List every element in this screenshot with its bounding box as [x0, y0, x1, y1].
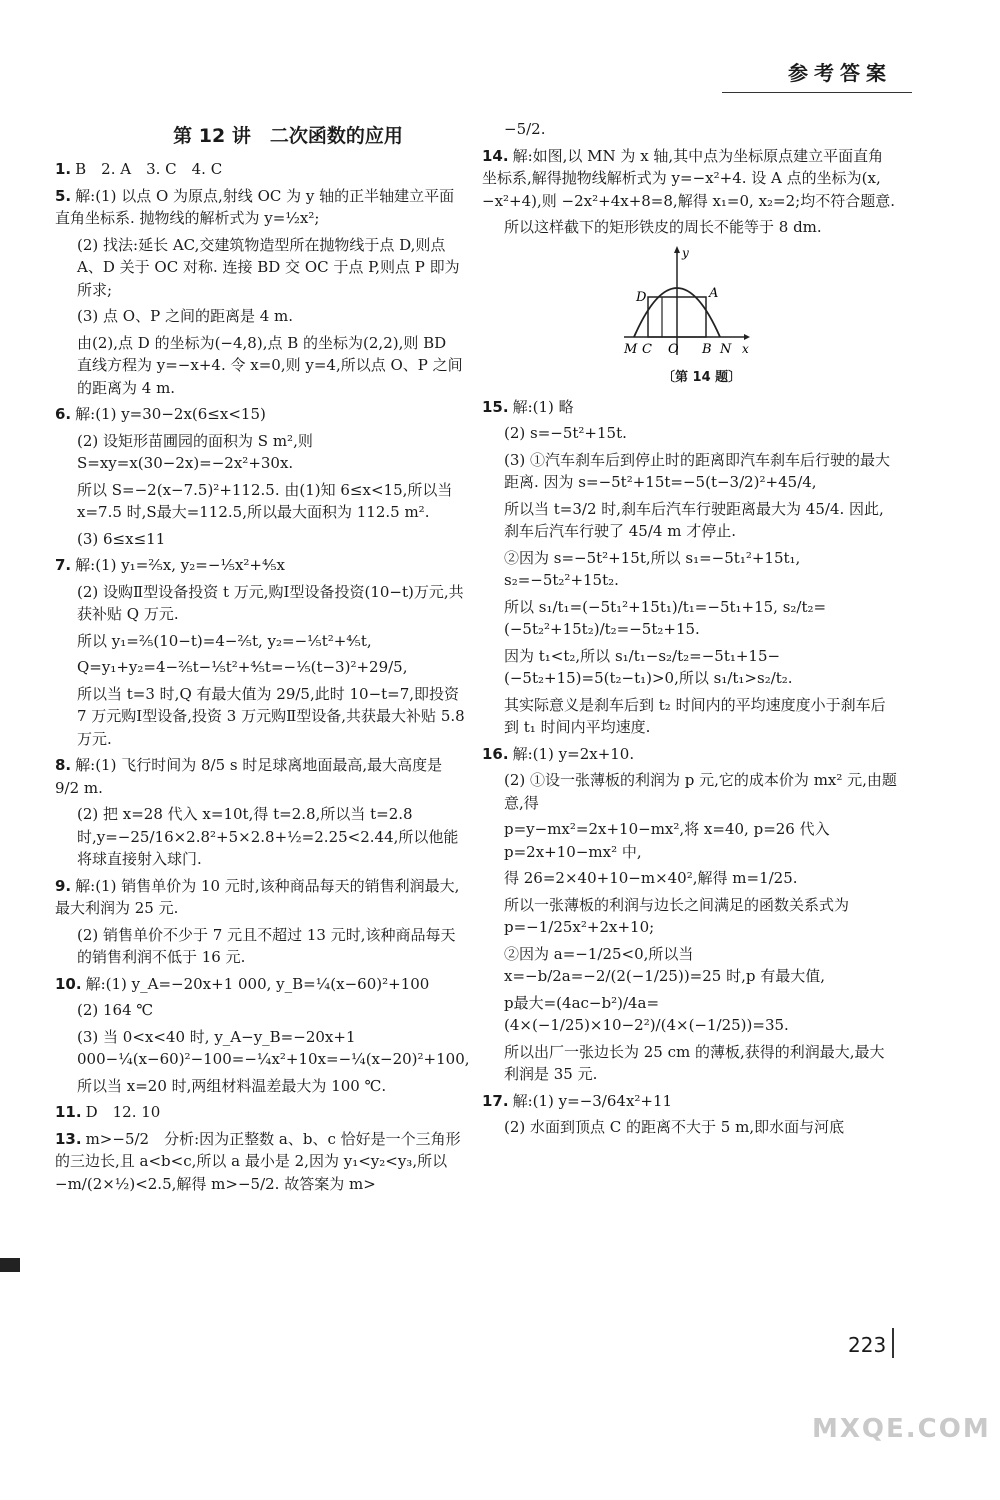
label-A: A [709, 285, 719, 301]
answer-line [55, 479, 465, 524]
answer-text: Q=y₁+y₂=4−⅖t−⅕t²+⅘t=−⅕(t−3)²+29/5, [77, 658, 408, 676]
answer-text: (2) 设购Ⅱ型设备投资 t 万元,购Ⅰ型设备投资(10−t)万元,共获补贴 Q 万元. [77, 582, 464, 623]
answer-text: (3) ①汽车刹车后到停止时的距离即汽车刹车后行驶的最大距离. 因为 s=−5t²+15t=−5(t−3/2)²+45/4, [504, 450, 891, 491]
answer-text: 所以当 t=3 时,Q 有最大值为 29/5,此时 10−t=7,即投资 7 万元购Ⅰ型设备,投资 3 万元购Ⅱ型设备,共获最大补贴 5.8 万元. [77, 684, 465, 748]
answer-line [482, 992, 897, 1037]
answer-text: ②因为 s=−5t²+15t,所以 s₁=−5t₁²+15t₁, s₂=−5t₂²+15t₂. [504, 548, 801, 589]
label-N: N [720, 341, 732, 357]
answer-line [482, 396, 897, 419]
watermark-text: MXQE.COM [812, 1414, 991, 1444]
answer-text: (2) ①设一张薄板的利润为 p 元,它的成本价为 mx² 元,由题意,得 [504, 771, 897, 812]
answer-text: (3) 当 0<x<40 时, y_A−y_B=−20x+1 000−¼(x−60)²−100=−¼x²+10x=−¼(x−20)²+100, [77, 1027, 470, 1068]
answer-line [482, 1041, 897, 1086]
lecture-title: 第 12 讲 二次函数的应用 [173, 125, 403, 147]
right-column [482, 118, 897, 1143]
question-number: 1. [55, 160, 72, 178]
answer-text: (2) 水面到顶点 C 的距离不大于 5 m,即水面与河底 [504, 1118, 845, 1136]
question-number: 9. [55, 876, 72, 895]
answer-text: m>−5/2 分析:因为正整数 a、b、c 恰好是一个三角形的三边长,且 a<b<c,所以 a 最小是 2,因为 y₁<y₂<y₃,所以 −m/(2×½)<2.5,解得 m>−5/2. 故答案为 m> [55, 1129, 461, 1193]
answer-line [482, 943, 897, 988]
answer-line [55, 875, 465, 920]
answer-line [55, 554, 465, 577]
answer-text: (3) 6≤x≤11 [77, 529, 166, 548]
question-number: 8. [55, 756, 72, 774]
answer-text: 所以出厂一张边长为 25 cm 的薄板,获得的利润最大,最大利润是 35 元. [504, 1042, 885, 1083]
answer-line [482, 645, 897, 690]
answer-text: 解:(1) y=30−2x(6≤x<15) [75, 405, 266, 423]
answer-text: (3) 点 O、P 之间的距离是 4 m. [77, 307, 294, 325]
label-D: D [636, 289, 647, 305]
answer-line [482, 498, 897, 543]
answer-line [55, 1026, 470, 1071]
header-rule [722, 92, 912, 93]
question-number: 15. [482, 397, 509, 416]
answer-text: 所以当 t=3/2 时,刹车后汽车行驶距离最大为 45/4. 因此,刹车后汽车行驶了 45/4 m 才停止. [504, 499, 884, 540]
question-number: 10. [55, 974, 82, 993]
answer-text: (2) 找法:延长 AC,交建筑物造型所在抛物线于点 D,则点 A、D 关于 OC 对称. 连接 BD 交 OC 于点 P,则点 P 即为所求; [77, 235, 460, 299]
answer-line [55, 973, 465, 996]
answer-line [482, 145, 897, 213]
answer-text: 所以 s₁/t₁=(−5t₁²+15t₁)/t₁=−5t₁+15, s₂/t₂=(−5t₂²+15t₂)/t₂=−5t₂+15. [504, 597, 827, 638]
question-number: 14. [482, 146, 509, 165]
figure-14 [622, 245, 897, 367]
answer-line [55, 403, 465, 426]
answer-line [55, 656, 465, 679]
answer-line [482, 596, 897, 641]
answer-line [55, 1128, 465, 1196]
x-axis-arrow [744, 334, 750, 340]
answer-text: 所以 S=−2(x−7.5)²+112.5. 由(1)知 6≤x<15,所以当 x=7.5 时,S最大=112.5,所以最大面积为 112.5 m². [77, 480, 453, 521]
label-O: O [668, 341, 679, 357]
answer-text: 解:(1) y₁=⅖x, y₂=−⅕x²+⅘x [75, 556, 286, 574]
answer-line [55, 924, 465, 969]
answer-text: 所以当 x=20 时,两组材料温差最大为 100 ℃. [77, 1076, 387, 1095]
answer-line [482, 1090, 897, 1113]
answer-line [55, 158, 465, 181]
answer-line [55, 528, 465, 551]
answer-line [55, 803, 465, 871]
answer-text: −5/2. [504, 120, 546, 138]
answer-line [482, 1116, 897, 1139]
answer-text: 由(2),点 D 的坐标为(−4,8),点 B 的坐标为(2,2),则 BD 直线方程为 y=−x+4. 令 x=0,则 y=4,所以点 O、P 之间的距离为 4 m. [77, 333, 463, 397]
page-number: 223 [848, 1333, 887, 1357]
label-y: y [682, 245, 689, 260]
answer-line [55, 999, 465, 1022]
answer-line [55, 234, 465, 302]
answer-text: 所以 y₁=⅖(10−t)=4−⅖t, y₂=−⅕t²+⅘t, [77, 631, 372, 650]
answer-line [482, 818, 897, 863]
answer-text: (2) 销售单价不少于 7 元且不超过 13 元时,该种商品每天的销售利润不低于 16 元. [77, 925, 456, 966]
answer-line [55, 430, 465, 475]
answer-line [482, 449, 897, 494]
parabola-diagram [622, 245, 752, 360]
answer-text: 解:(1) 飞行时间为 8/5 s 时足球离地面最高,最大高度是 9/2 m. [55, 756, 443, 797]
page-edge-mark [0, 1258, 20, 1272]
label-M: M [624, 341, 638, 357]
answer-text: 解:(1) y=−3/64x²+11 [512, 1091, 673, 1110]
y-axis-arrow [674, 246, 680, 253]
answer-text: 其实际意义是刹车后到 t₂ 时间内的平均速度度小于刹车后到 t₁ 时间内平均速度. [504, 695, 886, 736]
answer-line [55, 754, 465, 799]
question-number: 17. [482, 1091, 509, 1110]
answer-line [482, 422, 897, 445]
answer-text: p=y−mx²=2x+10−mx²,将 x=40, p=26 代入 p=2x+10−mx² 中, [504, 820, 830, 861]
label-B: B [702, 341, 712, 357]
answer-text: p最大=(4ac−b²)/4a=(4×(−1/25)×10−2²)/(4×(−1/25))=35. [504, 993, 789, 1034]
question-number: 5. [55, 186, 72, 205]
answer-line [55, 332, 465, 400]
answer-text: 解:(1) y_A=−20x+1 000, y_B=¼(x−60)²+100 [85, 974, 430, 993]
answer-text: D 12. 10 [85, 1103, 161, 1121]
question-number: 7. [55, 556, 72, 574]
answer-text: 所以一张薄板的利润与边长之间满足的函数关系式为 p=−1/25x²+2x+10; [504, 895, 850, 936]
page-number-rule [892, 1328, 894, 1358]
left-column [55, 158, 470, 1199]
label-x: x [742, 341, 749, 356]
answer-text: 解:如图,以 MN 为 x 轴,其中点为坐标原点建立平面直角坐标系,解得抛物线解析式为 y=−x²+4. 设 A 点的坐标为(x,−x²+4),则 −2x²+4x+8=8,解得 x₁=0, x₂=2;均不符合题意. [482, 146, 895, 210]
answer-text: ②因为 a=−1/25<0,所以当 x=−b/2a=−2/(2(−1/25))=25 时,p 有最大值, [504, 944, 826, 985]
answer-text: 解:(1) y=2x+10. [512, 744, 635, 763]
answer-text: 所以这样截下的矩形铁皮的周长不能等于 8 dm. [504, 218, 822, 236]
answer-line [482, 694, 897, 739]
label-C: C [642, 341, 652, 357]
question-number: 13. [55, 1129, 82, 1148]
answer-line [482, 743, 897, 766]
answer-line [482, 547, 897, 592]
answer-line [482, 867, 897, 890]
answer-line [55, 305, 465, 328]
question-number: 11. [55, 1103, 82, 1121]
answer-line [482, 769, 897, 814]
question-number: 6. [55, 405, 72, 423]
answer-text: 因为 t₁<t₂,所以 s₁/t₁−s₂/t₂=−5t₁+15−(−5t₂+15)=5(t₂−t₁)>0,所以 s₁/t₁>s₂/t₂. [504, 646, 793, 687]
answer-text: (2) 164 ℃ [77, 1001, 154, 1019]
answer-text: 解:(1) 略 [512, 397, 574, 416]
answer-line [55, 581, 465, 626]
answer-line [482, 216, 897, 239]
answer-text: 得 26=2×40+10−m×40²,解得 m=1/25. [504, 869, 798, 887]
answer-line [482, 894, 897, 939]
figure-caption: 〔第 14 题〕 [662, 370, 742, 385]
answer-text: (2) 设矩形苗圃园的面积为 S m²,则 S=xy=x(30−2x)=−2x²+30x. [77, 431, 313, 472]
answer-line [55, 683, 465, 751]
header-title: 参考答案 [788, 61, 892, 85]
answer-line [55, 1075, 465, 1098]
answer-line [482, 118, 897, 141]
answer-text: 解:(1) 以点 O 为原点,射线 OC 为 y 轴的正半轴建立平面直角坐标系. 抛物线的解析式为 y=½x²; [55, 186, 455, 227]
question-number: 16. [482, 744, 509, 763]
answer-text: B 2. A 3. C 4. C [75, 160, 223, 178]
answer-text: (2) s=−5t²+15t. [504, 424, 627, 442]
answer-text: 解:(1) 销售单价为 10 元时,该种商品每天的销售利润最大,最大利润为 25 元. [55, 876, 460, 917]
answer-line [55, 1101, 465, 1124]
answer-line [55, 630, 465, 653]
answer-text: (2) 把 x=28 代入 x=10t,得 t=2.8,所以当 t=2.8 时,y=−25/16×2.8²+5×2.8+½=2.25<2.44,所以他能将球直接射入球门. [77, 805, 459, 868]
answer-line [55, 185, 465, 230]
